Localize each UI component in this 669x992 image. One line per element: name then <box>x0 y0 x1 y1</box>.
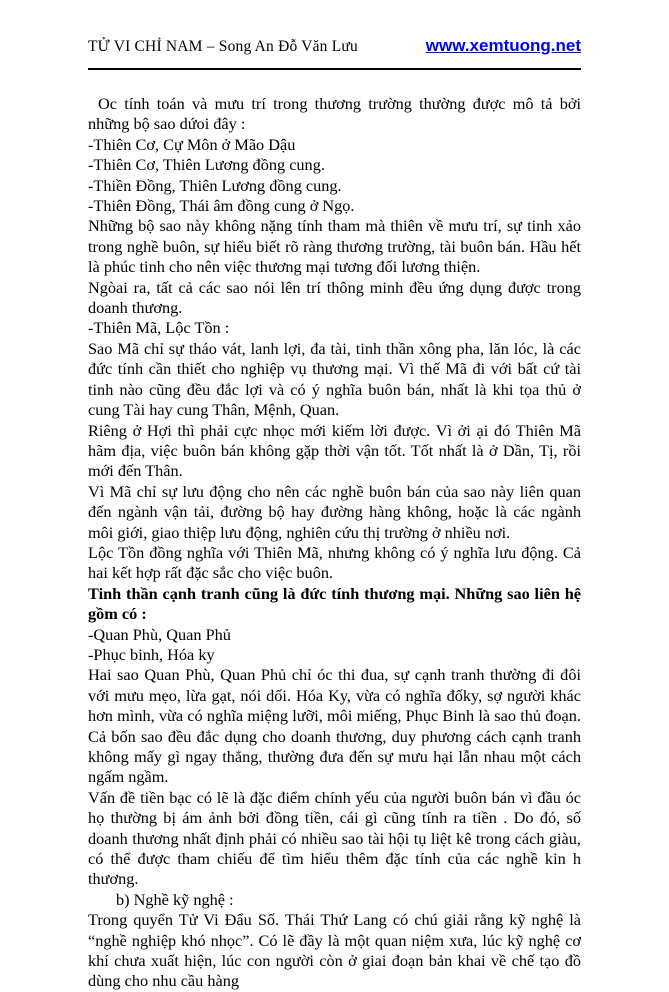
page-header <box>88 36 581 56</box>
paragraph: Ngòai ra, tất cả các sao nói lên trí thông minh đều ứng dụng được trong doanh thương. <box>88 277 581 318</box>
website-link[interactable]: www.xemtuong.net <box>425 36 581 55</box>
list-item: -Thiên Đồng, Thái âm đồng cung ở Ngọ. <box>88 196 355 216</box>
paragraph: Riêng ở Hợi thì phải cực nhọc mới kiếm lời được. Vì ởi ại đó Thiên Mã hãm địa, việc buôn bán không gặp thời vận tốt. Tốt nhất là ở Dần, Tị, rồi mới đến Thân. <box>88 420 581 481</box>
list-item: -Quan Phù, Quan Phủ <box>88 624 231 644</box>
paragraph: Trong quyển Tử Vi Đẩu Số. Thái Thứ Lang có chú giải rằng kỹ nghệ là “nghề nghiệp khó nhọc”. Có lẽ đầy là một quan niệm xưa, lúc kỹ nghệ cơ khí chưa xuất hiện, lúc con người còn ở giai đoạn bản khai về chế tạo đồ dùng cho nhu cầu hàng <box>88 910 581 991</box>
section-heading: Tinh thần cạnh tranh cũng là đức tính thương mại. Những sao liên hệ gồm có : <box>88 583 581 624</box>
document-body <box>88 94 581 992</box>
paragraph: Lộc Tồn đồng nghĩa với Thiên Mã, nhưng không có ý nghĩa lưu động. Cả hai kết hợp rất đặc sắc cho việc buôn. <box>88 542 581 583</box>
paragraph: Oc tính toán và mưu trí trong thương trường thường được mô tả bởi những bộ sao dứoi đây : <box>88 94 581 134</box>
paragraph: Sao Mã chỉ sự tháo vát, lanh lợi, đa tài, tinh thần xông pha, lăn lóc, là các đức tính cần thiết cho nghiệp vụ thương mại. Vì thế Mã đi với bất cứ tài tinh nào cũng đều đắc lợi và có ý nghĩa buôn bán, nhất là khi tọa thủ ở cung Tài hay cung Thân, Mệnh, Quan. <box>88 338 581 420</box>
header-divider <box>88 68 581 70</box>
subsection-heading: b) Nghề kỹ nghệ : <box>116 889 234 909</box>
list-item: -Phục binh, Hóa ky <box>88 644 215 664</box>
list-item: -Thiền Đồng, Thiên Lương đồng cung. <box>88 175 342 195</box>
list-item: -Thiên Mã, Lộc Tồn : <box>88 318 230 338</box>
list-item: -Thiên Cơ, Thiên Lương đồng cung. <box>88 155 325 175</box>
paragraph: Hai sao Quan Phù, Quan Phủ chỉ óc thi đua, sự cạnh tranh thường đi đôi với mưu mẹo, lừa gạt, nói dối. Hóa Ky, vừa có nghĩa đốky, sợ người khác hơn mình, vừa có nghĩa miệng lưỡi, môi miếng, Phục Binh là sao thủ đoạn. Cả bốn sao đều đắc dụng cho doanh thương, duy phương cách cạnh tranh không mấy gì ngay thẳng, thường đưa đến sự mưu hại lẫn nhau một cách ngấm ngầm. <box>88 665 581 787</box>
paragraph: Những bộ sao này không nặng tính tham mà thiên về mưu trí, sự tinh xảo trong nghề buôn, sự hiểu biết rõ ràng thương trường, tài buôn bán. Hầu hết là phúc tinh cho nên việc thương mại tương đối lương thiện. <box>88 216 581 277</box>
paragraph: Vì Mã chỉ sự lưu động cho nên các nghề buôn bán của sao này liên quan đến ngành vận tải, đường bộ hay đường hàng không, hoặc là các ngành môi giới, giao thiệp lưu động, nghiên cứu thị trường ở nhiều nơi. <box>88 481 581 542</box>
list-item: -Thiên Cơ, Cự Môn ở Mão Dậu <box>88 134 296 154</box>
book-title: TỬ VI CHỈ NAM – Song An Đỗ Văn Lưu <box>88 38 358 55</box>
paragraph: Vấn đề tiền bạc có lẽ là đặc điểm chính yếu của người buôn bán vì đầu óc họ thường bị ám ảnh bởi đồng tiền, cái gì cũng tính ra tiền . Do đó, số doanh thương nhất định phải có nhiều sao tài hội tụ liệt kê trong cách giàu, có thể được tham chiếu để tìm hiểu thêm đặc tính của các nghề kin h thương. <box>88 787 581 889</box>
